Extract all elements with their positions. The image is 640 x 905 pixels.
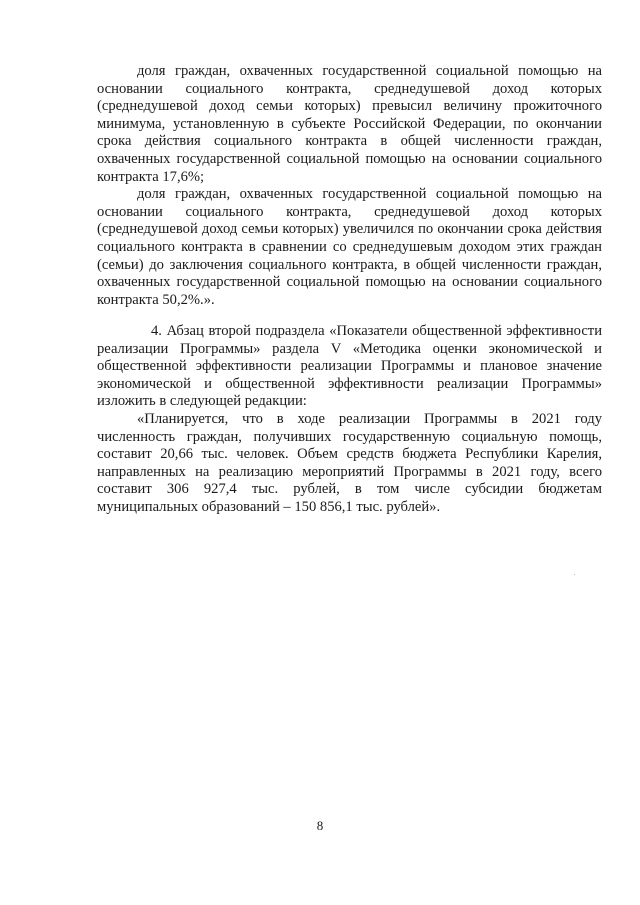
paragraph: доля граждан, охваченных государственной социальной помощью на основании социального контракта, среднедушевой доход которых (среднедушевой доход семьи которых) превысил величину прожиточного минимума, установленную в субъекте Российской Федерации, по окончании срока действия социального контракта в общей численности граждан, охваченных государственной социальной помощью на основании социального контракта 17,6%; — [97, 63, 602, 185]
scan-speck — [574, 574, 575, 575]
page-number: 8 — [316, 818, 324, 833]
paragraph: доля граждан, охваченных государственной социальной помощью на основании социального контракта, среднедушевой доход которых (среднедушевой доход семьи которых) увеличился по окончании срока действия социального контракта в сравнении со среднедушевым доходом этих граждан (семьи) до заключения социального контракта, в общей численности граждан, охваченных государственной социальной помощью на основании социального контракта 50,2%.». — [97, 186, 602, 308]
text-block-top — [97, 63, 602, 309]
paragraph-item-4: 4. Абзац второй подраздела «Показатели общественной эффективности реализации Программы» раздела V «Методика оценки экономической и общественной эффективности реализации Программы и плановое значение экономической и общественной эффективности реализации Программы» изложить в следующей редакции: — [97, 323, 602, 410]
paragraph-quote: «Планируется, что в ходе реализации Программы в 2021 году численность граждан, получивших государственную социальную помощь, составит 20,66 тыс. человек. Объем средств бюджета Республики Карелия, направленных на реализацию мероприятий Программы в 2021 году, всего составит 306 927,4 тыс. рублей, в том числе субсидии бюджетам муниципальных образований – 150 856,1 тыс. рублей». — [97, 410, 602, 515]
text-block-bottom — [97, 323, 602, 517]
